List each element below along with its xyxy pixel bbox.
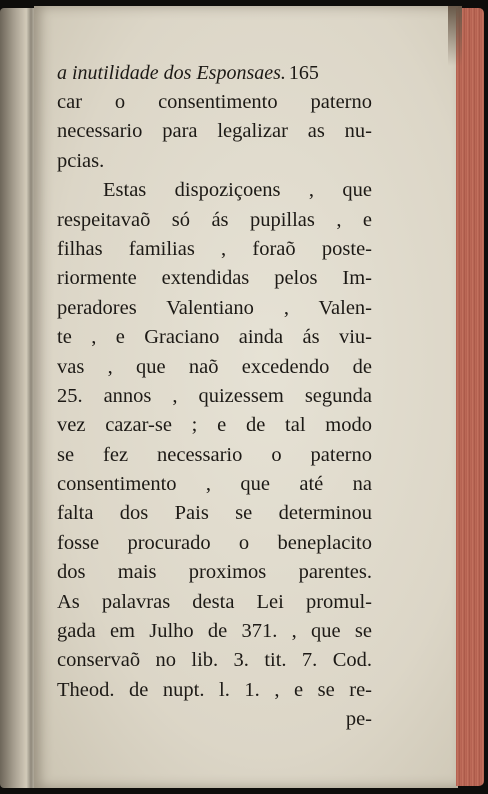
text-line: conservaõ no lib. 3. tit. 7. Cod. <box>57 649 372 672</box>
text-line: vas , que naõ excedendo de <box>57 355 372 378</box>
text-line: necessario para legalizar as nu- <box>57 120 372 143</box>
text-line: As palavras desta Lei promul- <box>57 590 372 613</box>
text-line: car o consentimento paterno <box>57 91 372 113</box>
text-line: Estas dispoziçoens , que <box>103 179 372 202</box>
text-line: vez cazar-se ; e de tal modo <box>57 414 372 437</box>
red-page-edges <box>456 8 484 786</box>
text-line: riormente extendidas pelos Im- <box>57 267 372 290</box>
running-head-title: a inutilidade dos Esponsaes. <box>57 62 286 84</box>
running-header <box>57 58 372 88</box>
text-line: Theod. de nupt. l. 1. , e se re- <box>57 678 372 701</box>
page-corner-shadow <box>448 6 462 66</box>
text-line: gada em Julho de 371. , que se <box>57 620 372 643</box>
text-line: 25. annos , quizessem segunda <box>57 384 372 407</box>
text-line: falta dos Pais se determinou <box>57 502 372 525</box>
text-line: peradores Valentiano , Valen- <box>57 296 372 319</box>
catchword: pe- <box>345 708 372 731</box>
text-line: fosse procurado o beneplacito <box>57 531 372 554</box>
text-line: pcias. <box>57 149 105 172</box>
text-line: respeitavaõ só ás pupillas , e <box>57 208 372 231</box>
text-line: te , e Graciano ainda ás viu- <box>57 326 372 349</box>
page-number: 165 <box>288 62 319 84</box>
page-text <box>57 58 372 735</box>
text-line: dos mais proximos parentes. <box>57 561 372 584</box>
text-line: filhas familias , foraõ poste- <box>57 237 372 260</box>
text-line: consentimento , que até na <box>57 473 372 496</box>
text-line: se fez necessario o paterno <box>57 443 372 466</box>
